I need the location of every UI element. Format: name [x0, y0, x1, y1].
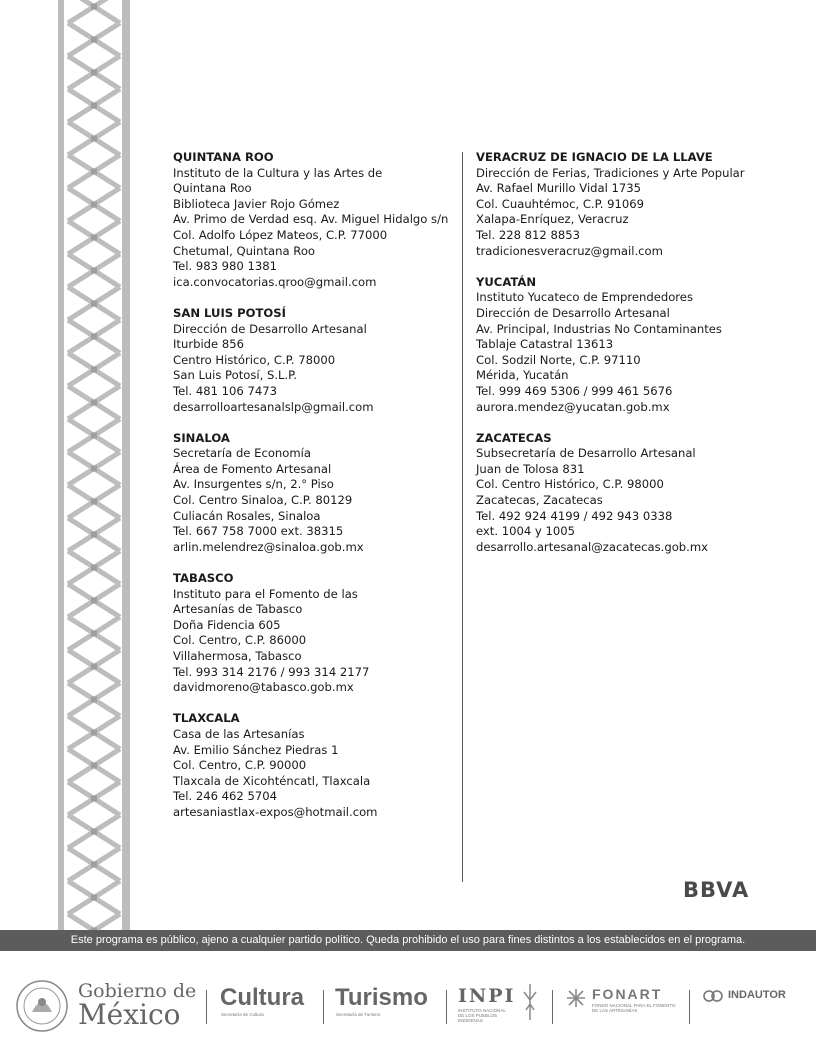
fonart-subtitle: FONDO NACIONAL PARA EL FOMENTO DE LAS ARTESANÍAS — [592, 1003, 676, 1013]
border-diamond — [91, 895, 97, 901]
entry-line: Dirección de Desarrollo Artesanal — [476, 305, 670, 320]
entry-line: Tel. 993 314 2176 / 993 314 2177 — [173, 664, 370, 679]
entry-line: arlin.melendrez@sinaloa.gob.mx — [173, 539, 364, 554]
entry-line: Biblioteca Javier Rojo Gómez — [173, 196, 340, 211]
border-diamond — [91, 301, 97, 307]
fonart-emblem-icon — [566, 988, 586, 1008]
entry-line: Villahermosa, Tabasco — [173, 649, 302, 663]
entry-line: Tel. 492 924 4199 / 492 943 0338 — [476, 508, 673, 523]
border-diamond — [91, 136, 97, 142]
turismo-subtitle: Secretaría de Turismo — [336, 1012, 381, 1017]
gobierno-logo-line2: México — [78, 998, 181, 1031]
directory-entry — [173, 306, 463, 415]
entry-line: Instituto Yucateco de Emprendedores — [476, 290, 693, 305]
border-diamond — [91, 796, 97, 802]
turismo-logo: Turismo — [335, 984, 428, 1011]
entry-line: Chetumal, Quintana Roo — [173, 243, 316, 258]
border-diamond — [91, 4, 97, 10]
entry-line: Tel. 667 758 7000 ext. 38315 — [173, 524, 344, 539]
entry-line: Av. Principal, Industrias No Contaminantes — [476, 321, 722, 336]
directory-entry — [173, 431, 463, 556]
entry-line: Culiacán Rosales, Sinaloa — [173, 508, 321, 523]
entry-state-title: SINALOA — [173, 430, 230, 445]
entry-line: Subsecretaría de Desarrollo Artesanal — [476, 446, 696, 461]
border-diamond — [91, 532, 97, 538]
entry-line: Dirección de Ferias, Tradiciones y Arte Popular — [476, 165, 745, 180]
entry-line: Tel. 228 812 8853 — [476, 227, 580, 242]
entry-line: Col. Centro Histórico, C.P. 98000 — [476, 477, 664, 492]
entry-line: Tablaje Catastral 13613 — [476, 337, 614, 352]
border-diamond — [91, 103, 97, 109]
entry-state-title: VERACRUZ DE IGNACIO DE LA LLAVE — [476, 150, 713, 164]
border-diamond — [91, 169, 97, 175]
inpi-logo: INPI — [458, 985, 516, 1007]
entry-line: Col. Centro, C.P. 86000 — [173, 633, 307, 648]
border-diamond — [91, 631, 97, 637]
border-diamond — [91, 202, 97, 208]
entry-line: Dirección de Desarrollo Artesanal — [173, 321, 367, 336]
directory-entry — [476, 431, 776, 556]
entry-state-title: SAN LUIS POTOSÍ — [173, 305, 286, 320]
entry-line: Col. Cuauhtémoc, C.P. 91069 — [476, 196, 645, 211]
entry-line: Mérida, Yucatán — [476, 368, 569, 383]
inpi-subtitle: INSTITUTO NACIONAL DE LOS PUEBLOS INDÍGENAS — [458, 1008, 506, 1023]
entry-line: Casa de las Artesanías — [173, 726, 305, 741]
entry-line: Instituto para el Fomento de las — [173, 586, 358, 601]
border-diamond — [91, 466, 97, 472]
fonart-logo: FONART — [592, 986, 663, 1002]
entry-line: desarrolloartesanalslp@gmail.com — [173, 399, 374, 414]
entry-state-title: ZACATECAS — [476, 430, 552, 445]
border-diamond — [91, 697, 97, 703]
entry-line: Col. Sodzil Norte, C.P. 97110 — [476, 352, 641, 367]
entry-line: Tlaxcala de Xicohténcatl, Tlaxcala — [173, 773, 371, 788]
footer-disclaimer: Este programa es público, ajeno a cualquier partido político. Queda prohibido el uso para fines distintos a los establecidos en el programa. — [0, 930, 816, 951]
indautor-emblem-icon — [702, 987, 724, 1005]
border-zigzag — [68, 0, 120, 23]
entry-line: Tel. 246 462 5704 — [173, 789, 277, 804]
entry-line: Iturbide 856 — [173, 337, 244, 352]
border-diamond — [91, 565, 97, 571]
entry-line: Área de Fomento Artesanal — [173, 461, 332, 476]
entry-state-title: YUCATÁN — [476, 274, 537, 289]
entry-line: Secretaría de Economía — [173, 446, 311, 461]
border-diamond — [91, 664, 97, 670]
inpi-figure-icon — [520, 982, 540, 1022]
border-diamond — [91, 37, 97, 43]
entry-line: Xalapa-Enríquez, Veracruz — [476, 212, 629, 227]
entry-line: ext. 1004 y 1005 — [476, 524, 575, 539]
border-diamond — [91, 829, 97, 835]
border-diamond — [91, 598, 97, 604]
logo-separator — [552, 990, 553, 1024]
directory-entry — [173, 711, 463, 820]
directory-entry — [173, 571, 463, 696]
indautor-logo: INDAUTOR — [728, 989, 786, 1001]
gobierno-logo-line1: Gobierno de — [78, 980, 197, 1002]
directory-entry — [476, 275, 776, 415]
border-diamond — [91, 763, 97, 769]
bbva-logo: BBVA — [683, 878, 750, 902]
logo-separator — [206, 990, 207, 1024]
entry-line: Tel. 481 106 7473 — [173, 383, 277, 398]
directory-column-left — [173, 150, 463, 836]
entry-line: Av. Primo de Verdad esq. Av. Miguel Hidalgo s/n — [173, 212, 449, 227]
logo-separator — [446, 990, 447, 1024]
column-divider — [462, 152, 463, 882]
border-diamond — [91, 400, 97, 406]
border-diamond — [91, 862, 97, 868]
entry-line: San Luis Potosí, S.L.P. — [173, 368, 298, 383]
decorative-border — [58, 0, 130, 930]
border-diamond — [91, 433, 97, 439]
entry-line: Col. Adolfo López Mateos, C.P. 77000 — [173, 227, 388, 242]
entry-line: Tel. 999 469 5306 / 999 461 5676 — [476, 383, 673, 398]
entry-line: desarrollo.artesanal@zacatecas.gob.mx — [476, 539, 708, 554]
border-diamond — [91, 730, 97, 736]
cultura-logo: Cultura — [220, 984, 304, 1011]
entry-state-title: TABASCO — [173, 571, 234, 586]
entry-line: Col. Centro Sinaloa, C.P. 80129 — [173, 493, 353, 508]
border-diamond — [91, 70, 97, 76]
entry-line: Doña Fidencia 605 — [173, 617, 281, 632]
entry-line: tradicionesveracruz@gmail.com — [476, 243, 663, 258]
border-diamond — [91, 268, 97, 274]
entry-state-title: TLAXCALA — [173, 711, 240, 726]
entry-line: Instituto de la Cultura y las Artes de — [173, 165, 383, 180]
entry-line: aurora.mendez@yucatan.gob.mx — [476, 399, 670, 414]
directory-entry — [476, 150, 776, 259]
entry-line: Artesanías de Tabasco — [173, 602, 303, 617]
directory-entry — [173, 150, 463, 290]
logo-separator — [323, 990, 324, 1024]
directory-column-right — [476, 150, 776, 571]
border-diamond — [91, 499, 97, 505]
border-diamond — [91, 367, 97, 373]
entry-state-title: QUINTANA ROO — [173, 150, 274, 164]
entry-line: ica.convocatorias.qroo@gmail.com — [173, 274, 377, 289]
entry-line: artesaniastlax-expos@hotmail.com — [173, 804, 378, 819]
entry-line: Tel. 983 980 1381 — [173, 259, 277, 274]
entry-line: Juan de Tolosa 831 — [476, 461, 585, 476]
logo-separator — [689, 990, 690, 1024]
entry-line: Quintana Roo — [173, 181, 252, 196]
entry-line: Centro Histórico, C.P. 78000 — [173, 352, 336, 367]
entry-line: Av. Emilio Sánchez Piedras 1 — [173, 742, 339, 757]
cultura-subtitle: Secretaría de Cultura — [221, 1012, 264, 1017]
border-diamond — [91, 235, 97, 241]
mexico-seal-icon — [14, 978, 70, 1034]
entry-line: Av. Rafael Murillo Vidal 1735 — [476, 181, 642, 196]
entry-line: Col. Centro, C.P. 90000 — [173, 758, 307, 773]
entry-line: Zacatecas, Zacatecas — [476, 493, 603, 508]
entry-line: davidmoreno@tabasco.gob.mx — [173, 680, 354, 695]
entry-line: Av. Insurgentes s/n, 2.° Piso — [173, 477, 334, 492]
border-diamond — [91, 334, 97, 340]
